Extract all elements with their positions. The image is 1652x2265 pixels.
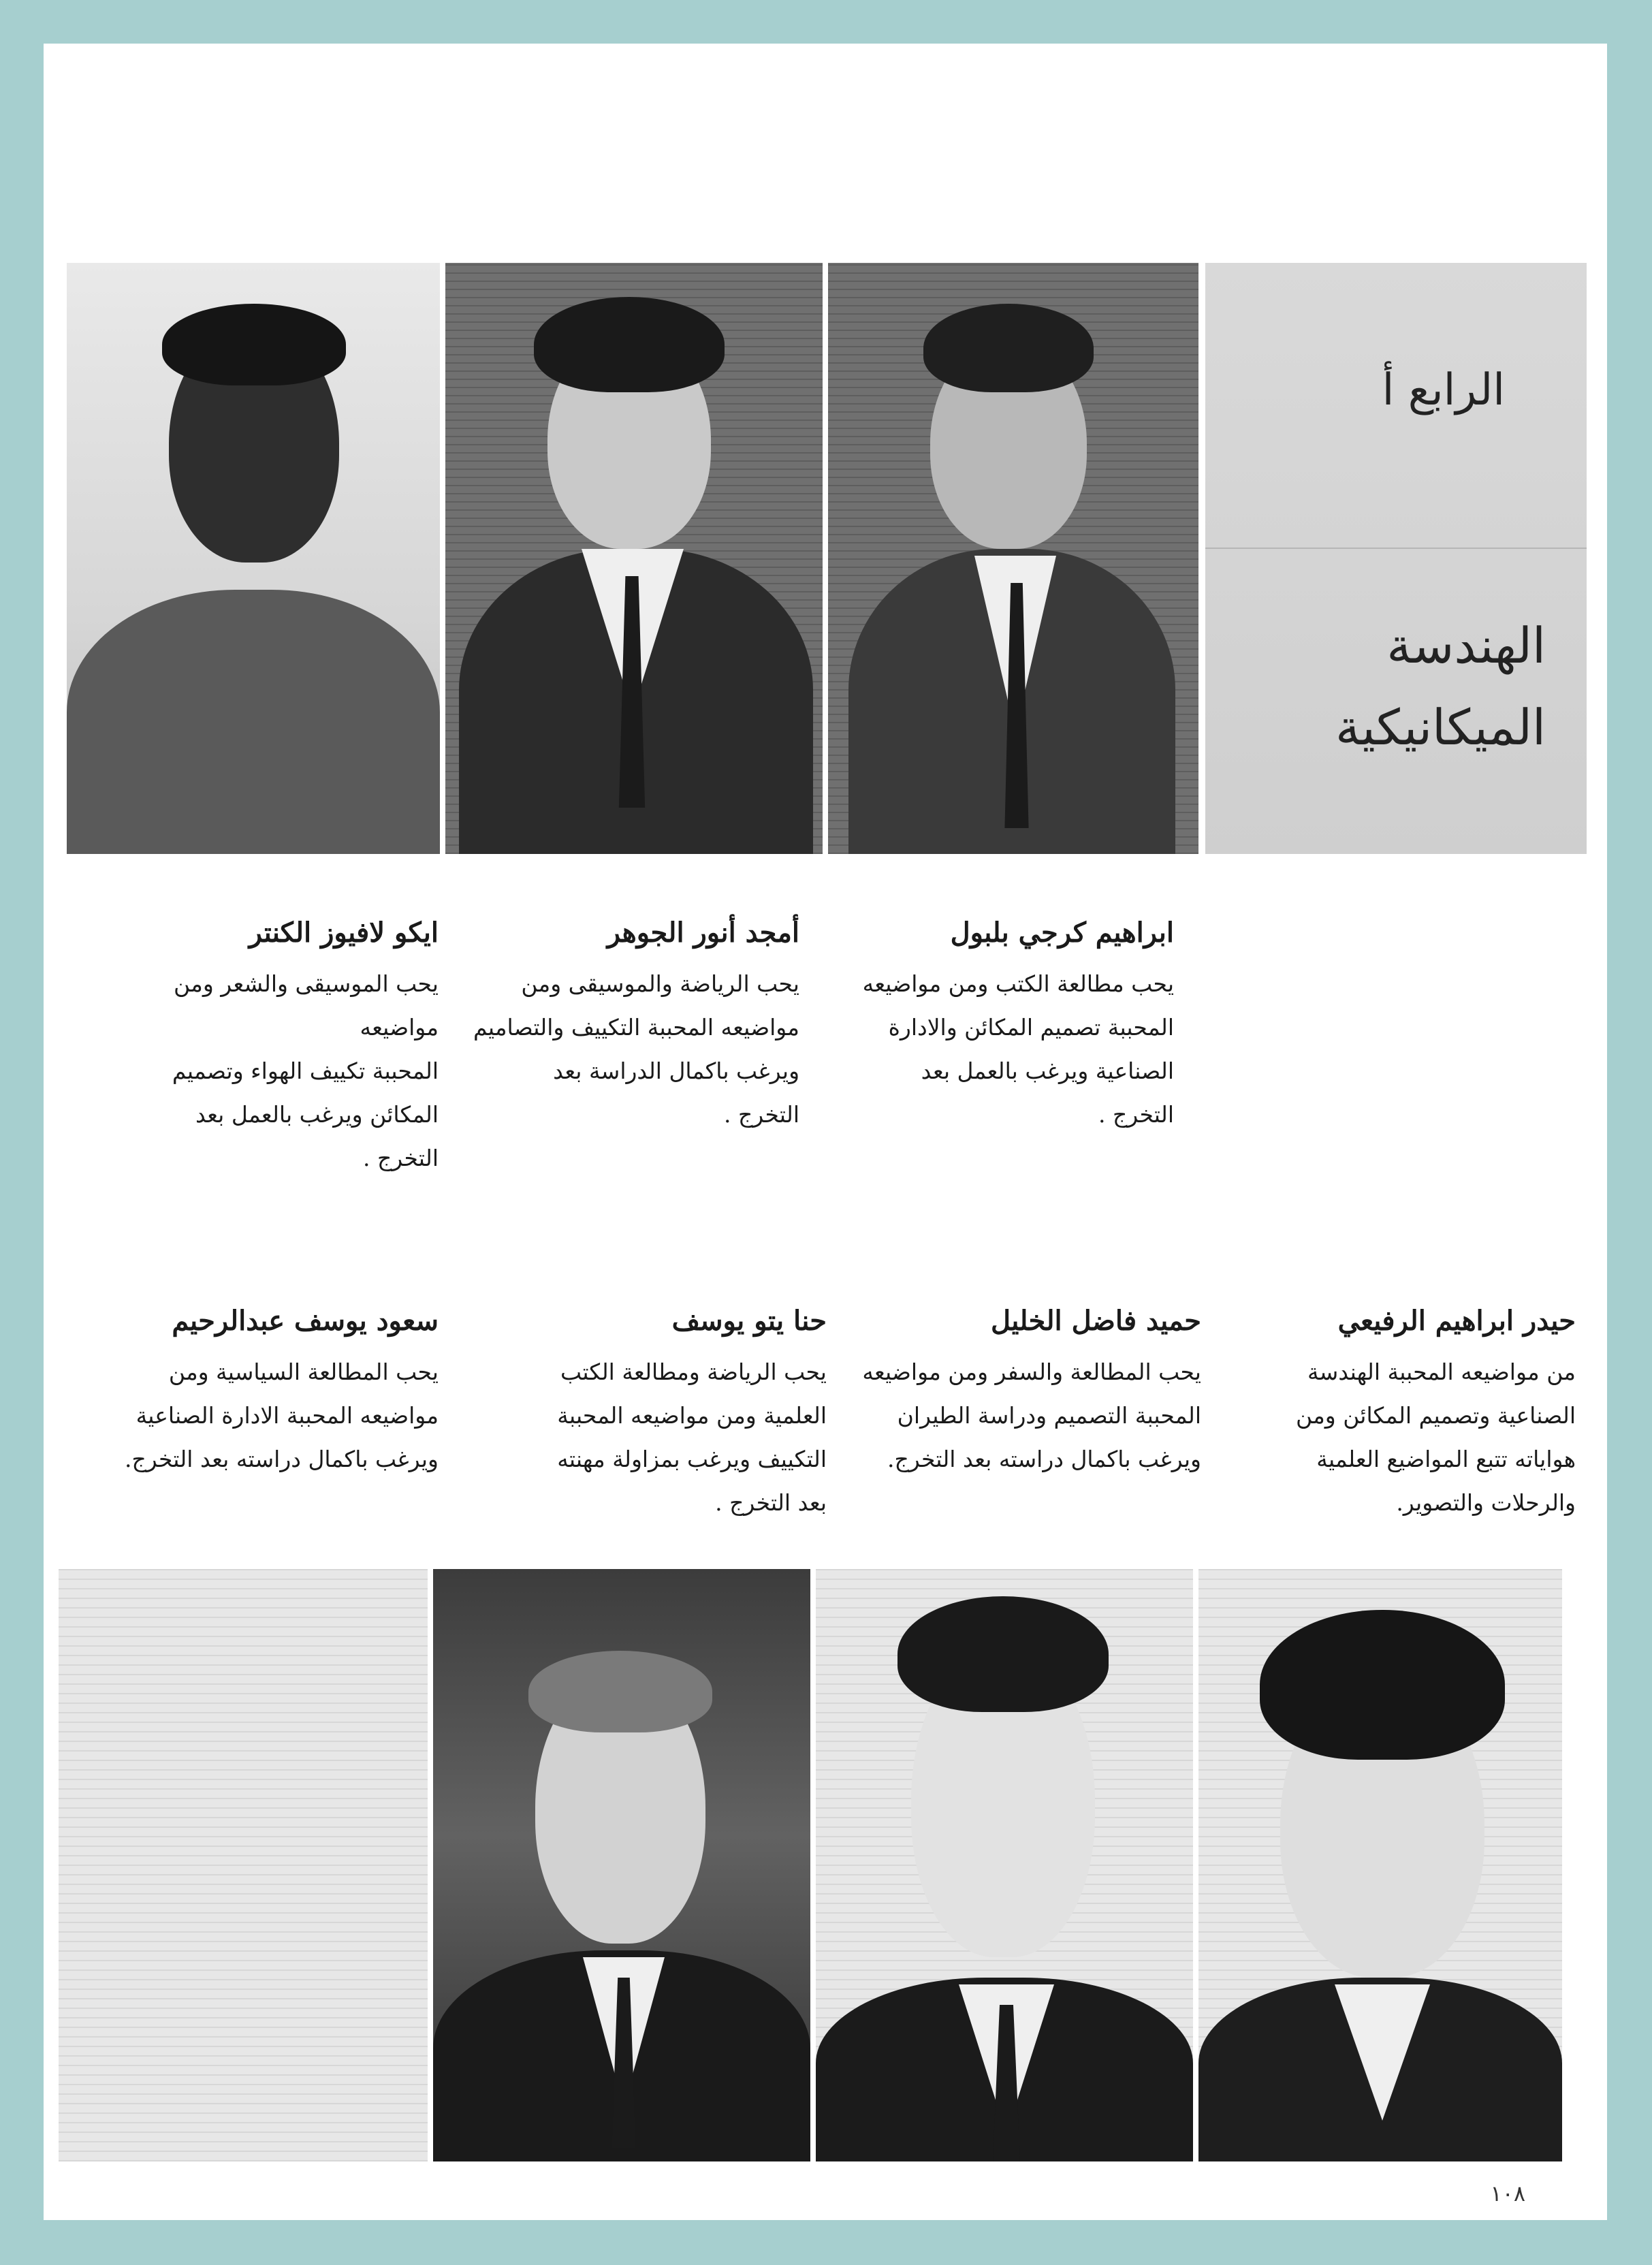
student-bio-line: هواياته تتبع المواضيع العلمية — [1316, 1446, 1576, 1472]
student-bio-line: التخرج . — [724, 1101, 799, 1128]
student-name: حنا يتو يوسف — [671, 1305, 827, 1337]
class-title: الرابع أ — [1382, 365, 1505, 415]
student-bio-line: مواضيعه المحببة الادارة الصناعية — [136, 1402, 439, 1429]
student-bio-line: مواضيعه المحببة التكييف والتصاميم — [473, 1014, 799, 1041]
student-bio-line: من مواضيعه المحببة الهندسة — [1307, 1359, 1576, 1385]
student-bio-line: المكائن ويرغب بالعمل بعد — [195, 1101, 439, 1128]
student-bio-line: المحببة تصميم المكائن والادارة — [888, 1014, 1174, 1041]
student-bio-line: يحب مطالعة الكتب ومن مواضيعه — [862, 970, 1174, 997]
student-name: حيدر ابراهيم الرفيعي — [1337, 1305, 1576, 1337]
student-bio-line: الصناعية ويرغب بالعمل بعد — [921, 1058, 1174, 1084]
student-bio-line: التخرج . — [363, 1145, 439, 1171]
student-bio-line: يحب الرياضة والموسيقى ومن — [521, 970, 799, 997]
student-info-top-3 — [91, 917, 439, 1180]
student-name: ابراهيم كرجي بلبول — [950, 917, 1174, 949]
student-bio-line: يحب الموسيقى والشعر ومن مواضيعه — [174, 970, 439, 1041]
student-bio-line: المحببة التصميم ودراسة الطيران — [897, 1402, 1201, 1429]
student-bio-line: المحببة تكييف الهواء وتصميم — [172, 1058, 439, 1084]
student-photo-bottom-2 — [816, 1569, 1193, 2161]
student-info-bottom-1 — [1228, 1305, 1576, 1525]
panel-divider — [1205, 548, 1587, 549]
student-info-top-1 — [833, 917, 1174, 1137]
page-number: ١٠٨ — [1490, 2181, 1525, 2206]
student-name: ايكو لافيوز الكنتر — [249, 917, 439, 949]
student-info-bottom-3 — [479, 1305, 827, 1525]
student-info-bottom-2 — [854, 1305, 1201, 1481]
student-photo-bottom-1 — [1198, 1569, 1562, 2161]
department-title-line2: الميكانيكية — [1335, 699, 1546, 756]
section-title-panel — [1205, 263, 1587, 854]
student-bio-line: الصناعية وتصميم المكائن ومن — [1295, 1402, 1576, 1429]
student-bio-line: ويرغب باكمال دراسته بعد التخرج. — [124, 1446, 439, 1472]
student-info-top-2 — [459, 917, 799, 1137]
student-bio-line: التخرج . — [1098, 1101, 1174, 1128]
student-bio-line: بعد التخرج . — [715, 1489, 827, 1516]
student-bio-line: يحب الرياضة ومطالعة الكتب — [560, 1359, 827, 1385]
student-bio-line: يحب المطالعة والسفر ومن مواضيعه — [862, 1359, 1201, 1385]
student-bio-line: والرحلات والتصوير. — [1396, 1489, 1576, 1516]
student-photo-bottom-3 — [433, 1569, 810, 2161]
student-name: حميد فاضل الخليل — [990, 1305, 1201, 1337]
student-info-bottom-4 — [91, 1305, 439, 1481]
yearbook-page — [44, 44, 1607, 2220]
student-photo-top-2 — [445, 263, 823, 854]
blank-photo-placeholder — [59, 1569, 428, 2161]
student-photo-top-3 — [67, 263, 440, 854]
student-bio-line: التكييف ويرغب بمزاولة مهنته — [557, 1446, 827, 1472]
student-photo-top-1 — [828, 263, 1198, 854]
department-title-line1: الهندسة — [1386, 617, 1546, 674]
student-bio-line: يحب المطالعة السياسية ومن — [168, 1359, 439, 1385]
student-bio-line: العلمية ومن مواضيعه المحببة — [557, 1402, 827, 1429]
student-name: أمجد أنور الجوهر — [607, 917, 799, 949]
student-bio-line: ويرغب باكمال دراسته بعد التخرج. — [887, 1446, 1201, 1472]
student-name: سعود يوسف عبدالرحيم — [172, 1305, 439, 1337]
student-bio-line: ويرغب باكمال الدراسة بعد — [553, 1058, 799, 1084]
